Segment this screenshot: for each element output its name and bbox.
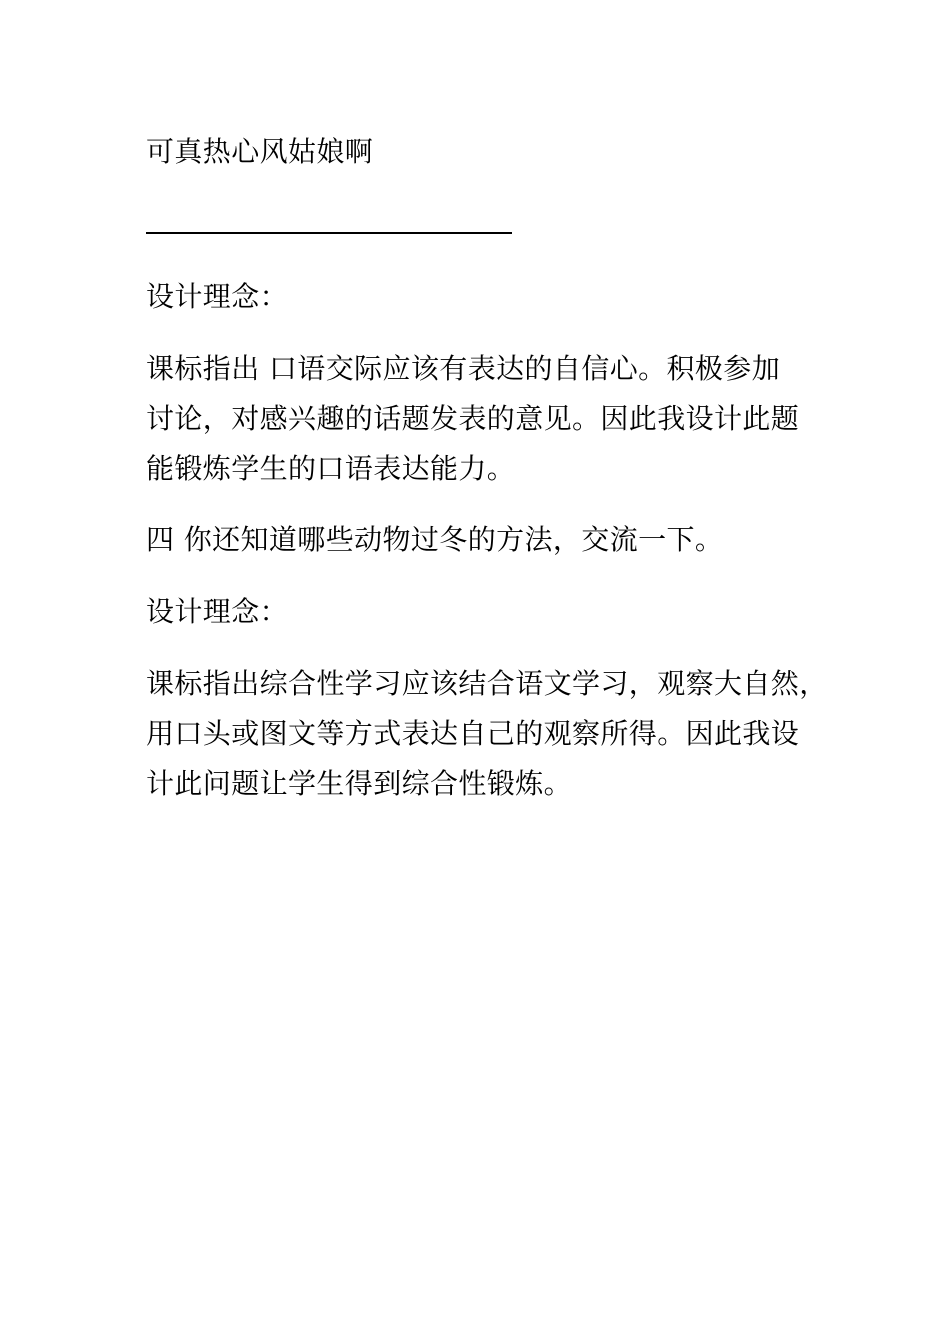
section2-line-1: 课标指出综合性学习应该结合语文学习，观察大自然， bbox=[146, 667, 828, 700]
question-4: 四 你还知道哪些动物过冬的方法，交流一下。 bbox=[146, 523, 724, 556]
section2-line-3: 计此问题让学生得到综合性锻炼。 bbox=[146, 767, 573, 800]
answer-blank-line bbox=[146, 232, 512, 234]
section1-heading: 设计理念： bbox=[146, 280, 289, 313]
section1-line-2: 讨论，对感兴趣的话题发表的意见。因此我设计此题 bbox=[146, 402, 800, 435]
section1-line-1: 课标指出 口语交际应该有表达的自信心。积极参加 bbox=[146, 352, 781, 385]
top-line: 可真热心风姑娘啊 bbox=[146, 135, 374, 168]
section2-line-2: 用口头或图文等方式表达自己的观察所得。因此我设 bbox=[146, 717, 800, 750]
section1-line-3: 能锻炼学生的口语表达能力。 bbox=[146, 452, 516, 485]
section2-heading: 设计理念： bbox=[146, 595, 289, 628]
